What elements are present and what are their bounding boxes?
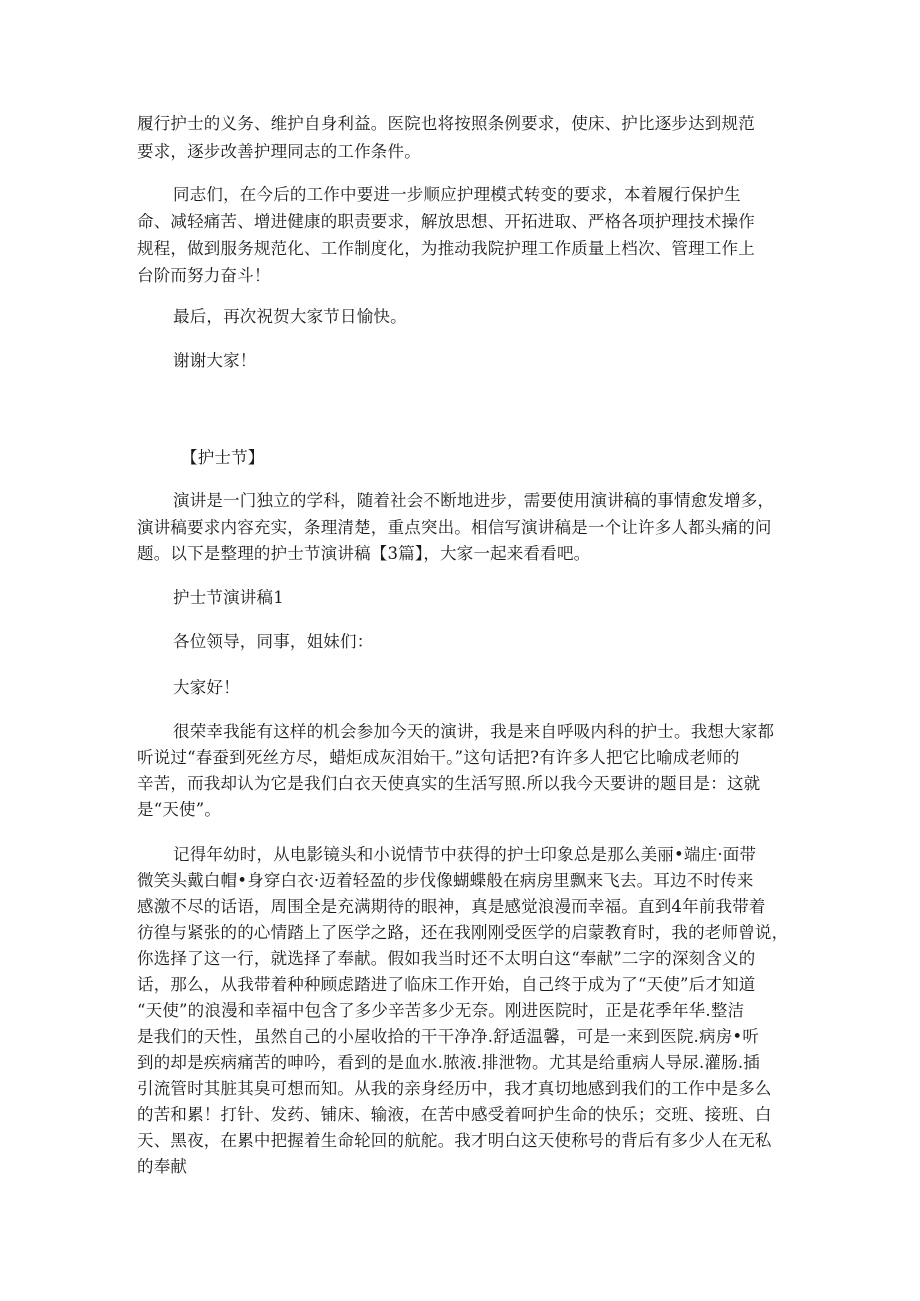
text-line: 感激不尽的话语，周围全是充满期待的眼神，真是感觉浪漫而幸福。直到4年前我带着 xyxy=(137,897,766,916)
text-line: 履行护士的义务、维护自身利益。医院也将按照条例要求，使床、护比逐步达到规范 xyxy=(137,114,755,133)
text-line: 是我们的天性，虽然自己的小屋收拾的干干净净.舒适温馨，可是一来到医院.病房•听 xyxy=(137,1027,760,1046)
text-line: “天使”的浪漫和幸福中包含了多少辛苦多少无奈。刚进医院时，正是花季年华.整洁 xyxy=(137,1001,745,1020)
speech-title: 护士节演讲稿1 xyxy=(173,588,284,607)
text-line: 同志们，在今后的工作中要进一步顺应护理模式转变的要求，本着履行保护生 xyxy=(173,185,741,204)
text-line: 演讲稿要求内容充实，条理清楚，重点突出。相信写演讲稿是一个让许多人都头痛的问 xyxy=(137,518,772,537)
text-line: 各位领导，同事，姐妹们： xyxy=(173,632,374,651)
text-line: 很荣幸我能有这样的机会参加今天的演讲，我是来自呼吸内科的护士。我想大家都 xyxy=(173,722,775,741)
text-line: 微笑头戴白帽•身穿白衣·迈着轻盈的步伐像蝴蝶般在病房里飘来飞去。耳边不时传来 xyxy=(137,871,754,890)
text-line: 台阶而努力奋斗！ xyxy=(137,266,271,285)
text-line: 规程，做到服务规范化、工作制度化，为推动我院护理工作质量上档次、管理工作上 xyxy=(137,239,755,258)
text-line: 谢谢大家！ xyxy=(173,351,257,370)
text-line: 到的却是疾病痛苦的呻吟，看到的是血水.脓液.排泄物。尤其是给重病人导尿.灌肠.插 xyxy=(137,1053,760,1072)
text-line: 天、黑夜，在累中把握着生命轮回的航舵。我才明白这天使称号的背后有多少人在无私 xyxy=(137,1131,772,1150)
text-line: 听说过“春蚕到死丝方尽，蜡炬成灰泪始干。”这句话把?有许多人把它比喻成老师的 xyxy=(137,748,740,767)
text-line: 记得年幼时，从电影镜头和小说情节中获得的护士印象总是那么美丽•端庄·面带 xyxy=(173,845,757,864)
text-line: 大家好！ xyxy=(173,678,240,697)
text-line: 彷徨与紧张的的心情踏上了医学之路，还在我刚刚受医学的启蒙教育时，我的老师曾说， xyxy=(137,923,789,942)
text-line: 命、减轻痛苦、增进健康的职责要求，解放思想、开拓进取、严格各项护理技术操作 xyxy=(137,212,755,231)
text-line: 的奉献 xyxy=(137,1157,188,1176)
text-line: 演讲是一门独立的学科，随着社会不断地进步，需要使用演讲稿的事情愈发增多， xyxy=(173,491,775,510)
text-line: 是“天使”。 xyxy=(137,800,222,819)
text-line: 辛苦，而我却认为它是我们白衣天使真实的生活写照.所以我今天要讲的题目是：这就 xyxy=(137,774,761,793)
text-line: 的苦和累！打针、发药、铺床、输液，在苦中感受着呵护生命的快乐；交班、接班、白 xyxy=(137,1105,772,1124)
text-line: 引流管时其脏其臭可想而知。从我的亲身经历中，我才真切地感到我们的工作中是多么 xyxy=(137,1079,772,1098)
text-line: 要求，逐步改善护理同志的工作条件。 xyxy=(137,142,421,161)
text-line: 你选择了这一行，就选择了奉献。假如我当时还不太明白这“奉献”二字的深刻含义的 xyxy=(137,949,756,968)
text-line: 题。以下是整理的护士节演讲稿【3篇】，大家一起来看看吧。 xyxy=(137,544,591,563)
section-heading: 【护士节】 xyxy=(181,448,265,467)
text-line: 最后，再次祝贺大家节日愉快。 xyxy=(173,307,407,326)
text-line: 话，那么，从我带着种种顾虑踏进了临床工作开始，自己终于成为了“天使”后才知道 xyxy=(137,975,756,994)
